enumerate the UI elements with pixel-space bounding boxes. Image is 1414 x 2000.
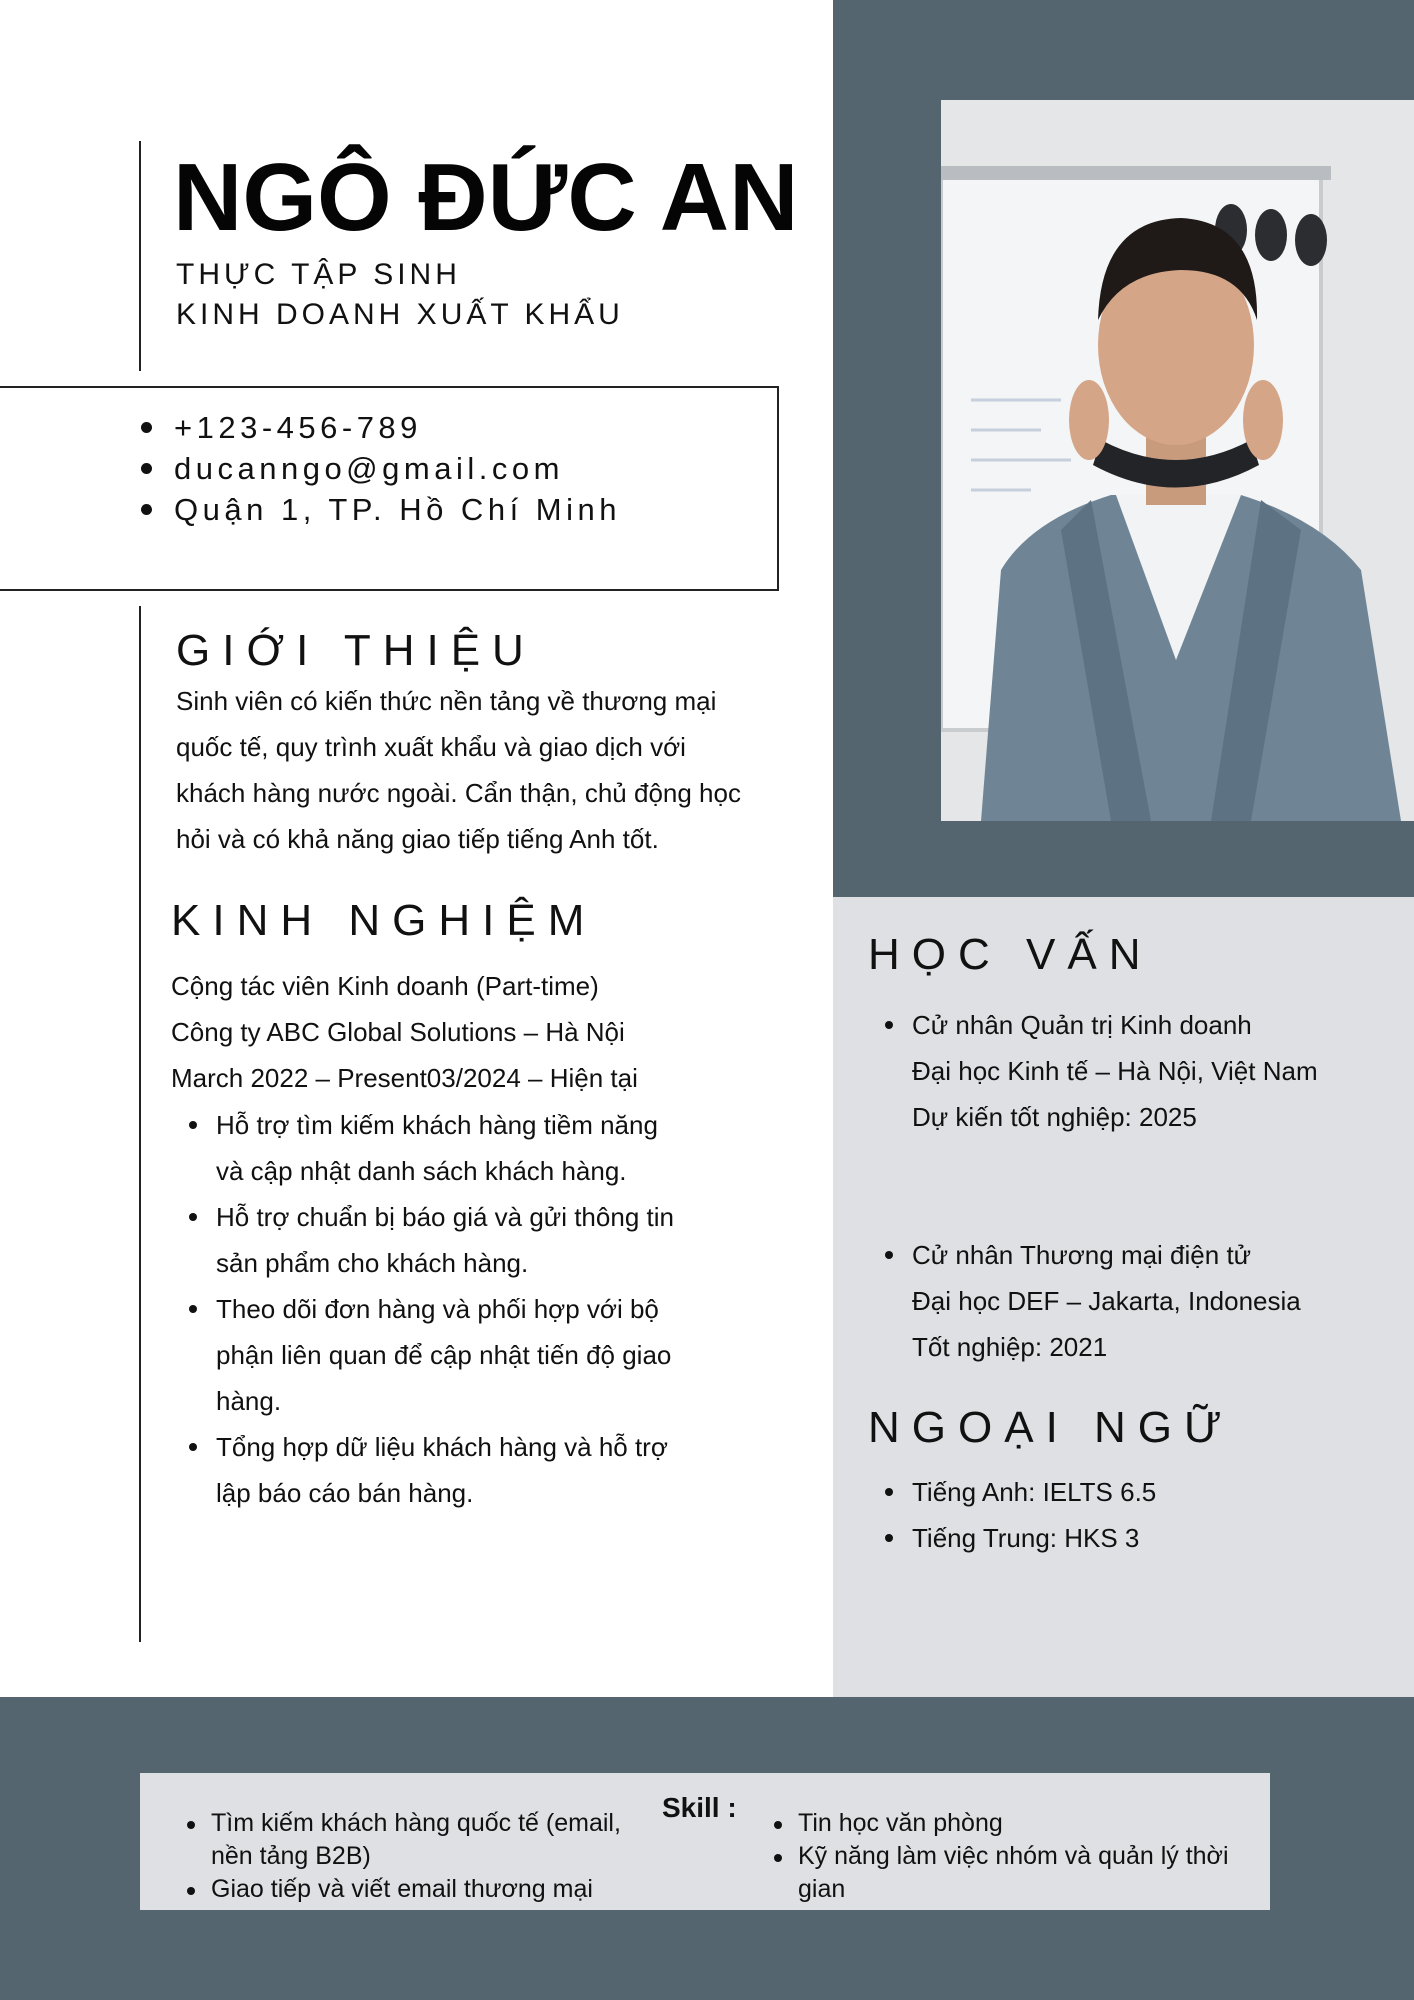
role-line-1: THỰC TẬP SINH (176, 258, 461, 291)
language-item: Tiếng Anh: IELTS 6.5 (912, 1469, 1156, 1515)
intro-line: khách hàng nước ngoài. Cẩn thận, chủ động học (176, 778, 741, 808)
experience-info (171, 963, 638, 1101)
content-accent-line (139, 606, 141, 1642)
intro-line: quốc tế, quy trình xuất khẩu và giao dịch với (176, 732, 686, 762)
education-item (912, 1002, 1382, 1140)
contact-list (174, 407, 621, 530)
languages-heading: NGOẠI NGỮ (868, 1403, 1234, 1452)
header-accent-line (139, 141, 141, 371)
experience-company: Công ty ABC Global Solutions – Hà Nội (171, 1017, 625, 1047)
skill-item: Tin học văn phòng (798, 1807, 1238, 1840)
task-item: Hỗ trợ chuẩn bị báo giá và gửi thông tin sản phẩm cho khách hàng. (216, 1194, 676, 1286)
contact-phone: +123-456-789 (174, 407, 621, 448)
skills-list-right (798, 1807, 1238, 1906)
contact-address: Quận 1, TP. Hồ Chí Minh (174, 489, 621, 530)
task-item: Hỗ trợ tìm kiếm khách hàng tiềm năng và cập nhật danh sách khách hàng. (216, 1102, 676, 1194)
experience-heading: KINH NGHIỆM (171, 896, 597, 945)
role-line-2: KINH DOANH XUẤT KHẨU (176, 298, 624, 331)
education-heading: HỌC VẤN (868, 930, 1153, 979)
language-item: Tiếng Trung: HKS 3 (912, 1515, 1156, 1561)
experience-position: Cộng tác viên Kinh doanh (Part-time) (171, 971, 599, 1001)
intro-heading: GIỚI THIỆU (176, 626, 536, 675)
profile-photo (941, 100, 1414, 821)
skill-item: Giao tiếp và viết email thương mại (211, 1873, 651, 1906)
task-item: Theo dõi đơn hàng và phối hợp với bộ phận liên quan để cập nhật tiến độ giao hàng. (216, 1286, 676, 1424)
experience-period: March 2022 – Present03/2024 – Hiện tại (171, 1063, 638, 1093)
intro-line: hỏi và có khả năng giao tiếp tiếng Anh tốt. (176, 824, 659, 854)
education-school: Đại học DEF – Jakarta, Indonesia (912, 1286, 1301, 1316)
skill-item: Kỹ năng làm việc nhóm và quản lý thời gian (798, 1840, 1238, 1906)
intro-line: Sinh viên có kiến thức nền tảng về thương mại (176, 686, 717, 716)
task-item: Tổng hợp dữ liệu khách hàng và hỗ trợ lập báo cáo bán hàng. (216, 1424, 676, 1516)
education-note: Tốt nghiệp: 2021 (912, 1332, 1108, 1362)
education-list (912, 1002, 1382, 1462)
candidate-name: NGÔ ĐỨC AN (173, 144, 799, 251)
contact-email: ducanngo@gmail.com (174, 448, 621, 489)
candidate-role (176, 255, 624, 335)
languages-list (912, 1469, 1156, 1561)
skills-label: Skill : (662, 1792, 737, 1823)
education-school: Đại học Kinh tế – Hà Nội, Việt Nam (912, 1056, 1318, 1086)
education-degree: Cử nhân Quản trị Kinh doanh (912, 1010, 1252, 1040)
education-note: Dự kiến tốt nghiệp: 2025 (912, 1102, 1197, 1132)
intro-text (176, 678, 796, 862)
experience-tasks (216, 1102, 676, 1516)
skill-item: Tìm kiếm khách hàng quốc tế (email, nền tảng B2B) (211, 1807, 651, 1873)
education-degree: Cử nhân Thương mại điện tử (912, 1240, 1252, 1270)
skills-list-left (211, 1807, 651, 1906)
education-item (912, 1232, 1382, 1370)
